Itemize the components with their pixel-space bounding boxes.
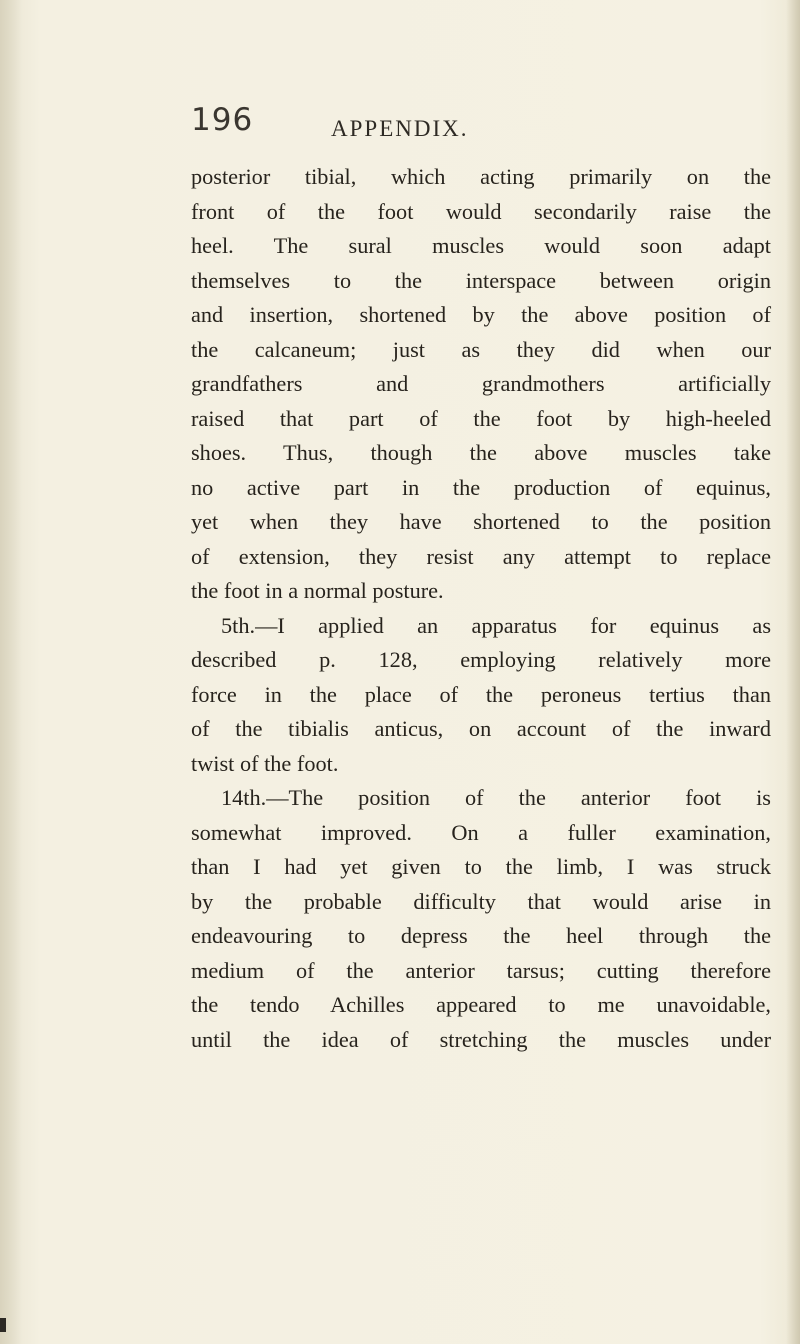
paragraph-end-line: twist of the foot.	[191, 750, 339, 776]
text-line: heel. The sural muscles would soon adapt	[191, 233, 771, 258]
text-line: the tendo Achilles appeared to me unavoidable,	[191, 992, 771, 1017]
text-line: 5th.—I applied an apparatus for equinus as	[221, 612, 771, 638]
gutter-shadow	[0, 0, 22, 1344]
page-edge-shadow	[786, 0, 800, 1344]
text-line: raised that part of the foot by high-heeled	[191, 405, 771, 431]
text-line: the calcaneum; just as they did when our	[191, 336, 771, 362]
text-line: shoes. Thus, though the above muscles take	[191, 440, 771, 465]
text-line: and insertion, shortened by the above position of	[191, 302, 771, 327]
text-line: than I had yet given to the limb, I was struck	[191, 854, 771, 879]
body-text	[191, 160, 771, 1057]
page-number: 196	[191, 102, 254, 138]
text-line: endeavouring to depress the heel through the	[191, 923, 771, 948]
text-line: of extension, they resist any attempt to replace	[191, 543, 771, 569]
text-line: described p. 128, employing relatively more	[191, 647, 771, 672]
text-line: medium of the anterior tarsus; cutting therefore	[191, 957, 771, 983]
text-line: by the probable difficulty that would arise in	[191, 888, 771, 914]
text-line: posterior tibial, which acting primarily on the	[191, 164, 771, 189]
text-line: 14th.—The position of the anterior foot is	[221, 785, 771, 810]
page-header	[191, 96, 771, 156]
text-line: themselves to the interspace between origin	[191, 267, 771, 293]
paragraph-end-line: the foot in a normal posture.	[191, 578, 444, 603]
scan-corner-mark	[0, 1318, 6, 1332]
text-line: until the idea of stretching the muscles under	[191, 1026, 771, 1052]
text-line: of the tibialis anticus, on account of the inward	[191, 716, 771, 741]
text-line: yet when they have shortened to the position	[191, 509, 771, 534]
text-line: front of the foot would secondarily raise the	[191, 198, 771, 224]
running-head: APPENDIX.	[331, 116, 469, 141]
text-line: no active part in the production of equinus,	[191, 474, 771, 500]
text-line: somewhat improved. On a fuller examination,	[191, 819, 771, 845]
text-line: force in the place of the peroneus tertius than	[191, 681, 771, 707]
text-line: grandfathers and grandmothers artificially	[191, 371, 771, 396]
